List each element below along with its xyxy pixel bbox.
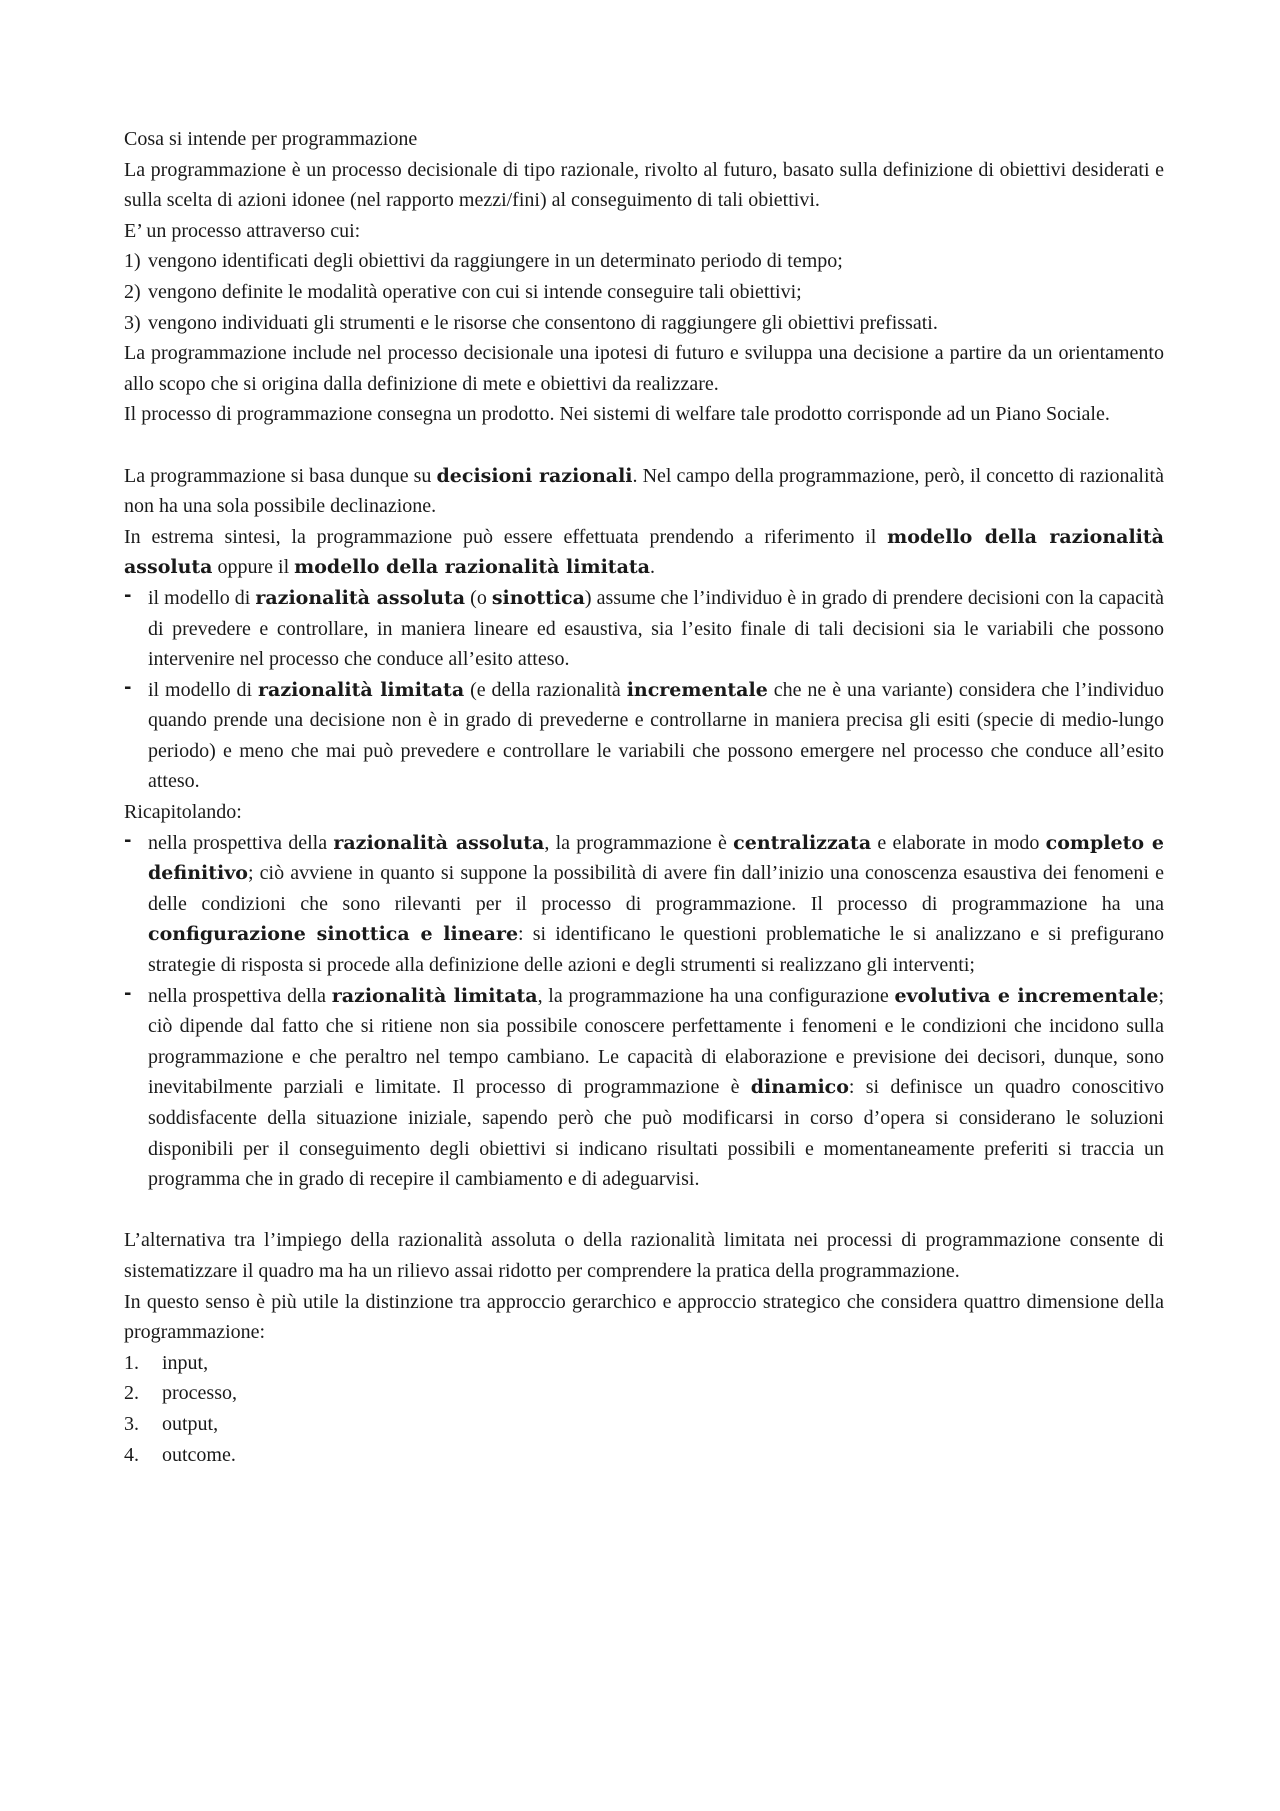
list-item-number: 1) bbox=[124, 250, 141, 273]
list-item: - nella prospettiva della razionalità limitata, la programmazione ha una configurazione evolutiva e incrementale; ciò dipende dal fatto che si ritiene non sia possibile conoscere perfettamente i fenomeni e le condizioni che incidono sulla programmazione e che peraltro nel tempo cambiano. Le capacità di elaborazione e previsione dei decisori, dunque, sono inevitabilmente parziali e limitate. Il processo di programmazione è dinamico: si definisce un quadro conoscitivo soddisfacente della situazione iniziale, sapendo però che può modificarsi in corso d’opera si considerano le soluzioni disponibili per il conseguimento degli obiettivi si indicano risultati possibili e momentaneamente preferiti si traccia un programma che in grado di recepire il cambiamento e di adeguarvisi. bbox=[124, 981, 1164, 1195]
bold-term: modello della razionalità limitata bbox=[294, 556, 650, 579]
alternative-paragraph: L’alternativa tra l’impiego della razionalità assoluta o della razionalità limitata nei processi di programmazione consente di sistematizzare il quadro ma ha un rilievo assai ridotto per comprendere la pratica della programmazione. bbox=[124, 1229, 1164, 1282]
bold-term: centralizzata bbox=[733, 831, 872, 854]
bold-term: completo e definitivo bbox=[148, 831, 1164, 885]
blank-line bbox=[124, 430, 1164, 461]
bold-term: razionalità assoluta bbox=[333, 831, 545, 854]
list-item-number: 4. bbox=[124, 1443, 139, 1466]
list-item bbox=[124, 1378, 1164, 1409]
recap-list bbox=[124, 828, 1164, 1195]
list-item-number: 3. bbox=[124, 1412, 139, 1435]
list-item bbox=[124, 308, 1164, 339]
list-item-text: vengono individuati gli strumenti e le risorse che consentono di raggiungere gli obiettivi prefissati. bbox=[148, 311, 938, 334]
bold-term: razionalità limitata bbox=[331, 984, 538, 1007]
list-item-number: 2. bbox=[124, 1382, 139, 1405]
blank-line bbox=[124, 1195, 1164, 1226]
bold-term: decisioni razionali bbox=[436, 464, 633, 487]
list-item bbox=[124, 1440, 1164, 1471]
list-item: - il modello di razionalità limitata (e della razionalità incrementale che ne è una variante) considera che l’individuo quando prende una decisione non è in grado di prevederne e controllarne in maniera precisa gli esiti (specie di medio-lungo periodo) e meno che mai può prevedere e controllare le variabili che possono emergere nel processo che conduce all’esito atteso. bbox=[124, 675, 1164, 797]
list-item-text: input, bbox=[162, 1351, 209, 1374]
process-lead: E’ un processo attraverso cui: bbox=[124, 219, 361, 242]
bold-term: configurazione sinottica e lineare bbox=[148, 923, 519, 946]
bold-term: modello della razionalità assoluta bbox=[124, 525, 1164, 579]
dimensions-list bbox=[124, 1348, 1164, 1470]
list-item bbox=[124, 246, 1164, 277]
list-item-number: 1. bbox=[124, 1351, 139, 1374]
list-item-text: vengono identificati degli obiettivi da raggiungere in un determinato periodo di tempo; bbox=[148, 250, 843, 273]
bold-term: razionalità limitata bbox=[258, 678, 465, 701]
intro-paragraph: La programmazione è un processo decisionale di tipo razionale, rivolto al futuro, basato sulla definizione di obiettivi desiderati e sulla scelta di azioni idonee (nel rapporto mezzi/fini) al conseguimento di tali obiettivi. bbox=[124, 158, 1164, 212]
rational-paragraph: La programmazione si basa dunque su decisioni razionali. Nel campo della programmazione, però, il concetto di razionalità non ha una sola possibile declinazione. bbox=[124, 464, 1164, 518]
list-item-text: outcome. bbox=[162, 1443, 236, 1466]
bold-term: evolutiva e incrementale bbox=[894, 984, 1159, 1007]
bold-term: dinamico bbox=[750, 1076, 849, 1099]
list-item-number: 3) bbox=[124, 311, 141, 334]
process-list bbox=[124, 246, 1164, 338]
list-item-text: output, bbox=[162, 1412, 219, 1435]
list-item-text: processo, bbox=[162, 1382, 237, 1405]
synthesis-paragraph: In estrema sintesi, la programmazione può essere effettuata prendendo a riferimento il modello della razionalità assoluta oppure il modello della razionalità limitata. bbox=[124, 525, 1164, 579]
section-title: Cosa si intende per programmazione bbox=[124, 128, 418, 150]
future-paragraph: La programmazione include nel processo decisionale una ipotesi di futuro e sviluppa una decisione a partire da un orientamento allo scopo che si origina dalla definizione di mete e obiettivi da realizzare. bbox=[124, 342, 1164, 395]
list-item bbox=[124, 1348, 1164, 1379]
bold-term: razionalità assoluta bbox=[255, 586, 466, 609]
recap-label: Ricapitolando: bbox=[124, 801, 242, 824]
list-item bbox=[124, 1409, 1164, 1440]
product-paragraph: Il processo di programmazione consegna un prodotto. Nei sistemi di welfare tale prodotto corrisponde ad un Piano Sociale. bbox=[124, 403, 1110, 426]
list-item: - nella prospettiva della razionalità assoluta, la programmazione è centralizzata e elaborate in modo completo e definitivo; ciò avviene in quanto si suppone la possibilità di avere fin dall’inizio una conoscenza esaustiva dei fenomeni e delle condizioni che sono rilevanti per il processo di programmazione. Il processo di programmazione ha una configurazione sinottica e lineare: si identificano le questioni problematiche le si analizzano e si prefigurano strategie di risposta si procede alla definizione delle azioni e degli strumenti si realizzano gli interventi; bbox=[124, 828, 1164, 981]
list-item-text: vengono definite le modalità operative con cui si intende conseguire tali obiettivi; bbox=[148, 280, 802, 303]
models-list bbox=[124, 583, 1164, 797]
list-item-number: 2) bbox=[124, 280, 141, 303]
bold-term: sinottica bbox=[491, 586, 585, 609]
bold-term: incrementale bbox=[626, 678, 768, 701]
list-item bbox=[124, 277, 1164, 308]
approach-paragraph: In questo senso è più utile la distinzione tra approccio gerarchico e approccio strategico che considera quattro dimensione della programmazione: bbox=[124, 1290, 1164, 1344]
list-item: - il modello di razionalità assoluta (o sinottica) assume che l’individuo è in grado di prendere decisioni con la capacità di prevedere e controllare, in maniera lineare ed esaustiva, sia l’esito finale di tali decisioni sia le variabili che possono intervenire nel processo che conduce all’esito atteso. bbox=[124, 583, 1164, 675]
